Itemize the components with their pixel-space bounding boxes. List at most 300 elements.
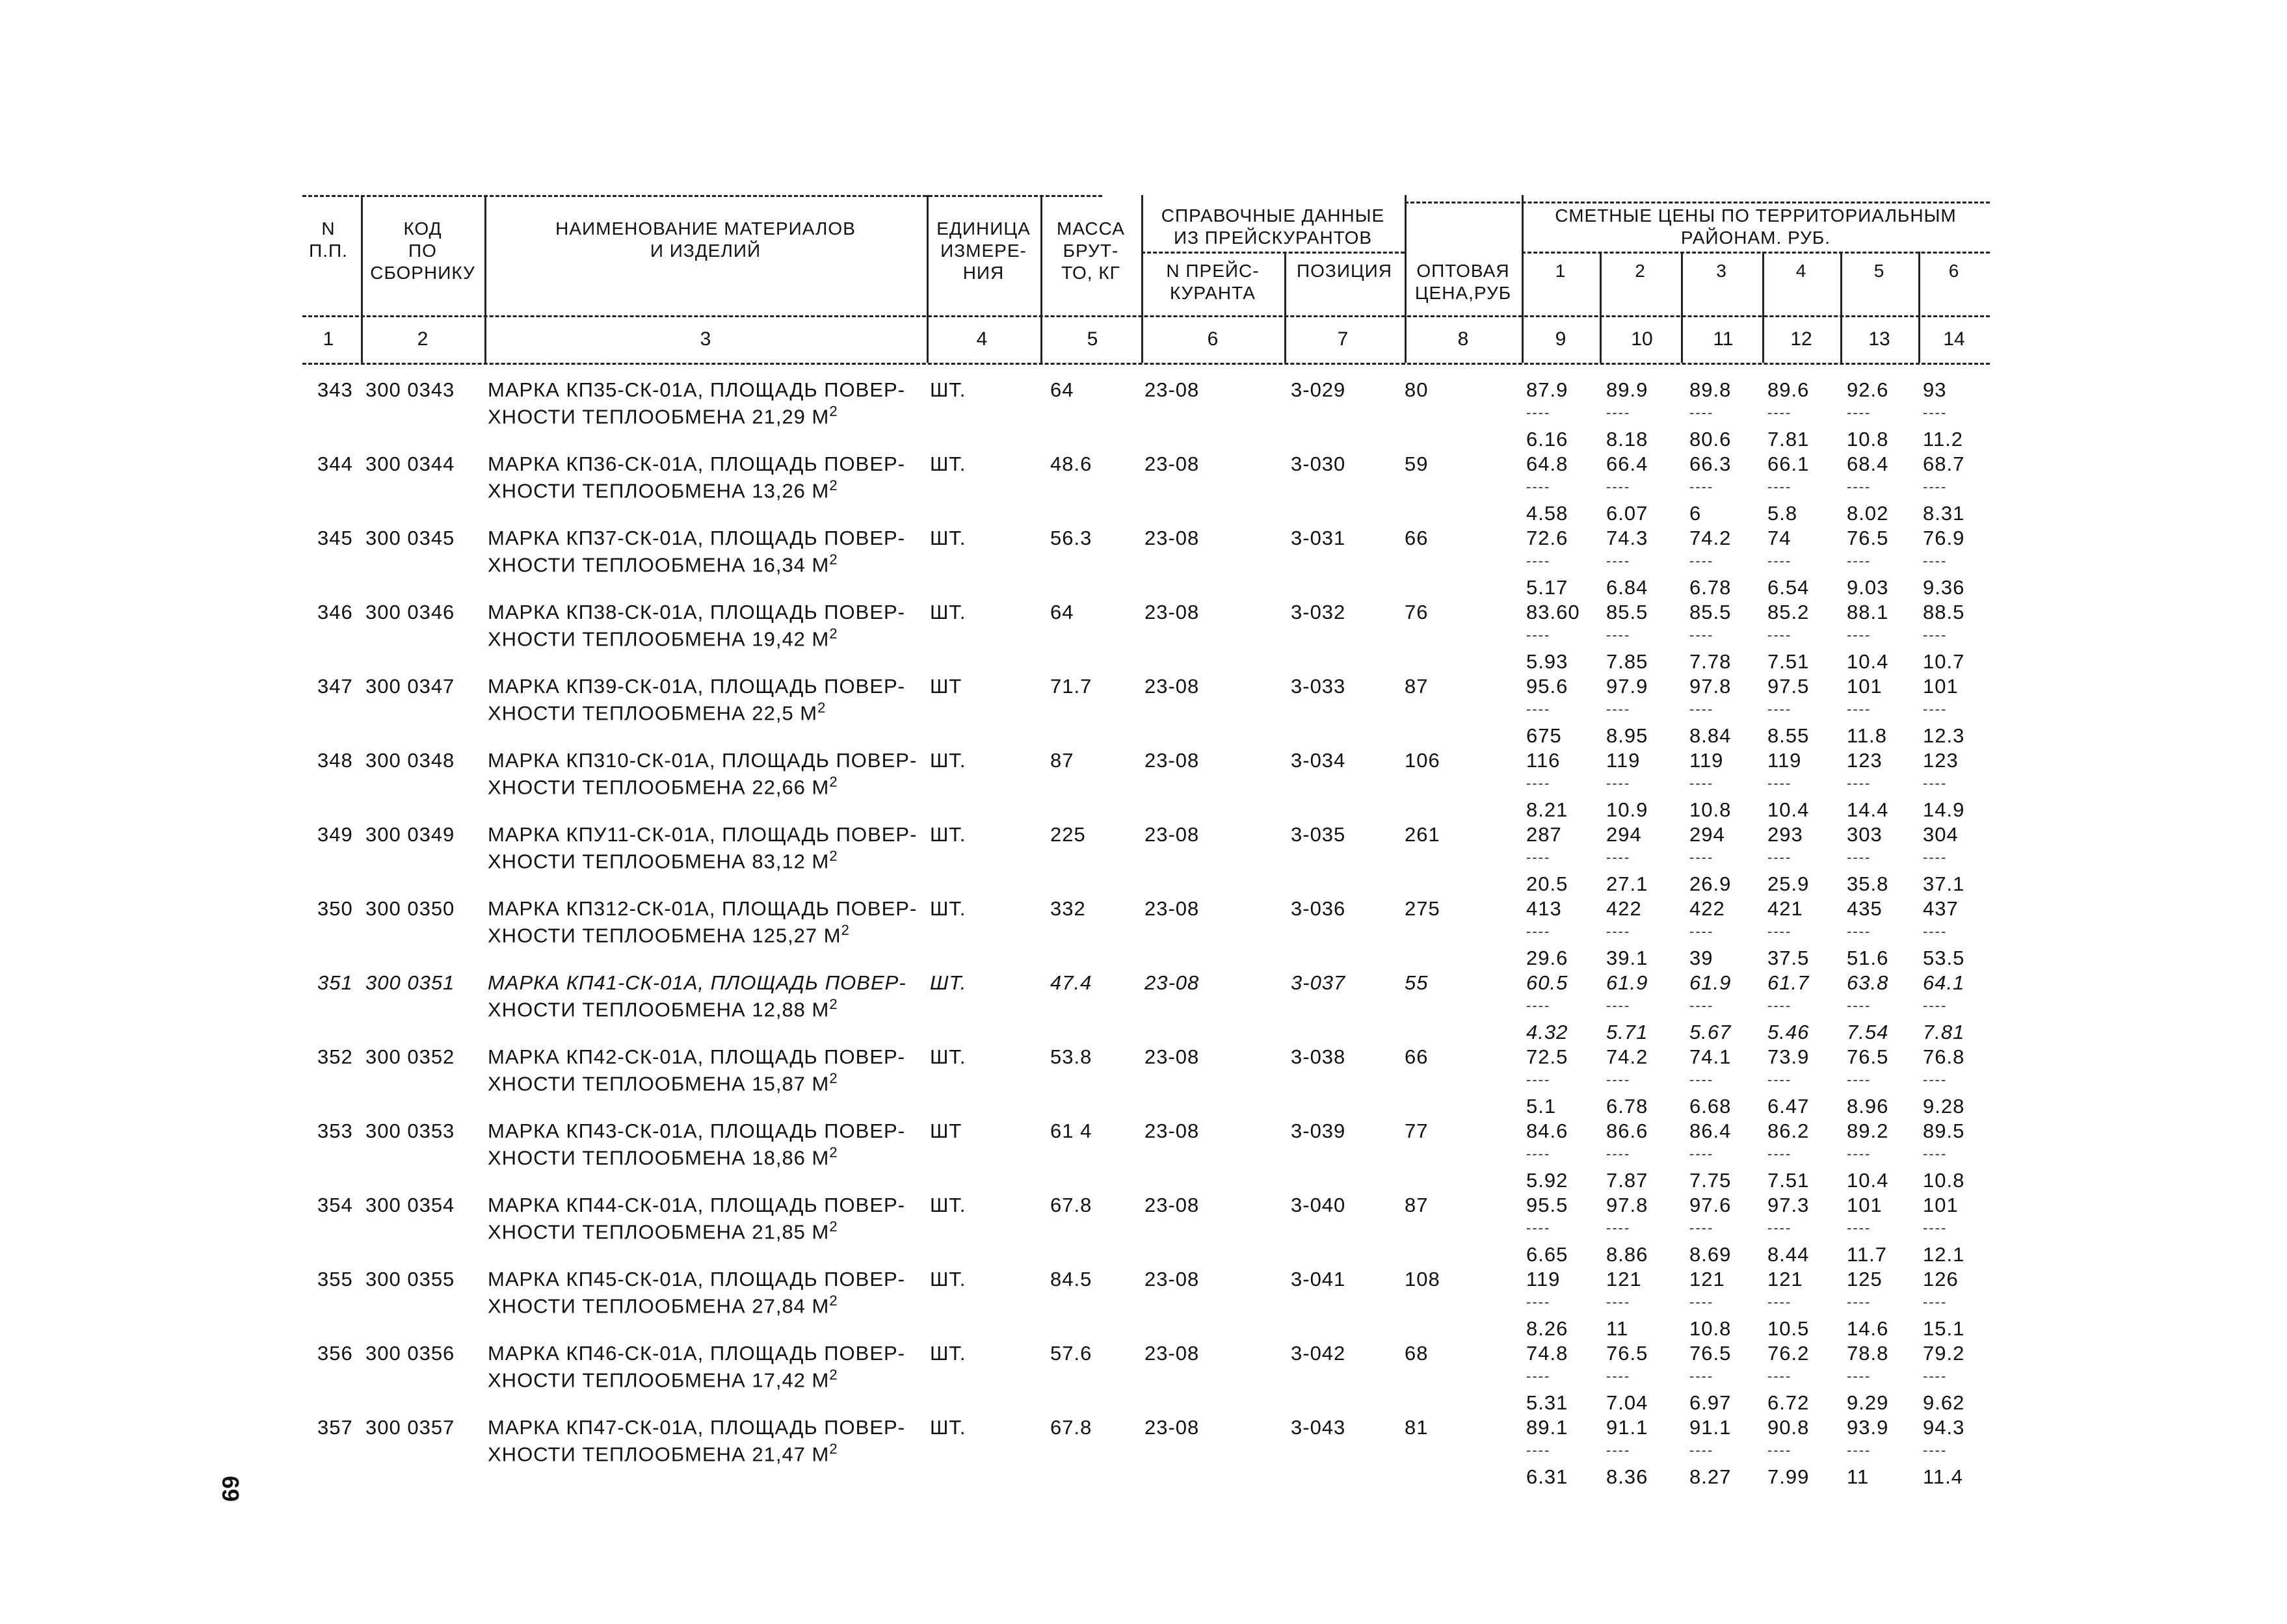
price-region-4: 421 <box>1767 897 1803 920</box>
price-region-5: 101 <box>1847 675 1883 698</box>
price-region-3: 422 <box>1689 897 1725 920</box>
column-number: 3 <box>700 328 711 350</box>
wholesale-price: 77 <box>1405 1120 1429 1142</box>
unit: ШТ. <box>930 971 967 994</box>
transport-cost-region-5: 51.6 <box>1847 947 1889 969</box>
price-region-3: 294 <box>1689 823 1725 846</box>
price-region-2: 97.8 <box>1606 1194 1648 1216</box>
price-region-2: 61.9 <box>1606 971 1648 994</box>
column-number: 8 <box>1457 328 1469 350</box>
fraction-dash: ---- <box>1923 627 1948 643</box>
price-region-5: 435 <box>1847 897 1883 920</box>
item-name-line1: МАРКА КП39-СК-01А, ПЛОЩАДЬ ПОВЕР- <box>488 675 906 698</box>
fraction-dash: ---- <box>1923 1071 1948 1088</box>
transport-cost-region-4: 10.4 <box>1767 798 1810 821</box>
transport-cost-region-6: 8.31 <box>1923 502 1965 525</box>
transport-cost-region-2: 6.84 <box>1606 576 1648 599</box>
transport-cost-region-5: 10.4 <box>1847 650 1889 673</box>
transport-cost-region-3: 8.27 <box>1689 1465 1732 1488</box>
colnum-bottom-rule <box>302 363 1990 365</box>
transport-cost-region-1: 8.26 <box>1526 1317 1568 1340</box>
wholesale-price: 81 <box>1405 1416 1429 1439</box>
price-region-3: 76.5 <box>1689 1342 1732 1365</box>
price-region-3: 74.1 <box>1689 1045 1732 1068</box>
transport-cost-region-3: 8.84 <box>1689 724 1732 747</box>
price-list-number: 23-08 <box>1144 452 1200 475</box>
fraction-dash: ---- <box>1689 701 1714 717</box>
fraction-dash: ---- <box>1767 1294 1792 1310</box>
price-region-1: 287 <box>1526 823 1562 846</box>
price-list-number: 23-08 <box>1144 971 1200 994</box>
item-name-line2: ХНОСТИ ТЕПЛООБМЕНА 22,66 $М^2$ <box>488 774 838 799</box>
column-number: 14 <box>1943 328 1965 350</box>
fraction-dash: ---- <box>1923 775 1948 791</box>
transport-cost-region-5: 7.54 <box>1847 1021 1889 1043</box>
fraction-dash: ---- <box>1767 478 1792 495</box>
column-number: 13 <box>1868 328 1890 350</box>
transport-cost-region-5: 10.4 <box>1847 1169 1889 1192</box>
superscript: 2 <box>829 996 838 1012</box>
fraction-dash: ---- <box>1526 553 1551 569</box>
fraction-dash: ---- <box>1606 478 1631 495</box>
price-list-position: 3-042 <box>1291 1342 1346 1365</box>
mass: 47.4 <box>1050 971 1092 994</box>
superscript: 2 <box>829 551 838 568</box>
price-region-1: 72.5 <box>1526 1045 1568 1068</box>
price-region-2: 89.9 <box>1606 378 1648 401</box>
unit: ШТ. <box>930 1194 966 1216</box>
row-number: 346 <box>317 601 353 623</box>
table-row <box>0 675 2287 750</box>
transport-cost-region-1: 29.6 <box>1526 947 1568 969</box>
mass: 87 <box>1050 749 1074 772</box>
transport-cost-region-3: 7.75 <box>1689 1169 1732 1192</box>
transport-cost-region-3: 26.9 <box>1689 872 1732 895</box>
row-code: 300 0345 <box>365 527 455 549</box>
transport-cost-region-1: 8.21 <box>1526 798 1568 821</box>
row-number: 348 <box>317 749 353 772</box>
price-region-1: 84.6 <box>1526 1120 1568 1142</box>
item-name-line2: ХНОСТИ ТЕПЛООБМЕНА 15,87 $М^2$ <box>488 1070 838 1095</box>
fraction-dash: ---- <box>1847 553 1871 569</box>
price-region-2: 76.5 <box>1606 1342 1648 1365</box>
price-region-6: 76.9 <box>1923 527 1965 549</box>
transport-cost-region-4: 6.47 <box>1767 1095 1810 1118</box>
row-number: 357 <box>317 1416 353 1439</box>
price-region-2: 66.4 <box>1606 452 1648 475</box>
unit: ШТ <box>930 675 962 698</box>
transport-cost-region-6: 53.5 <box>1923 947 1965 969</box>
transport-cost-region-2: 8.18 <box>1606 428 1648 451</box>
mass: 67.8 <box>1050 1194 1092 1216</box>
header-row-number: N П.П. <box>309 218 348 261</box>
transport-cost-region-2: 39.1 <box>1606 947 1648 969</box>
fraction-dash: ---- <box>1689 1294 1714 1310</box>
fraction-dash: ---- <box>1767 1220 1792 1236</box>
price-region-6: 79.2 <box>1923 1342 1965 1365</box>
fraction-dash: ---- <box>1847 775 1871 791</box>
price-region-2: 422 <box>1606 897 1642 920</box>
price-region-1: 413 <box>1526 897 1562 920</box>
transport-cost-region-4: 8.55 <box>1767 724 1810 747</box>
price-region-4: 121 <box>1767 1268 1803 1290</box>
superscript: 2 <box>841 922 850 938</box>
column-number: 2 <box>417 328 429 350</box>
price-region-3: 61.9 <box>1689 971 1732 994</box>
price-region-1: 95.6 <box>1526 675 1568 698</box>
row-code: 300 0354 <box>365 1194 455 1216</box>
row-code: 300 0350 <box>365 897 455 920</box>
mass: 67.8 <box>1050 1416 1092 1439</box>
transport-cost-region-6: 12.3 <box>1923 724 1965 747</box>
fraction-dash: ---- <box>1847 627 1871 643</box>
price-region-5: 88.1 <box>1847 601 1889 623</box>
fraction-dash: ---- <box>1767 849 1792 865</box>
fraction-dash: ---- <box>1606 923 1631 939</box>
transport-cost-region-6: 9.62 <box>1923 1391 1965 1414</box>
item-name-line1: МАРКА КП43-СК-01А, ПЛОЩАДЬ ПОВЕР- <box>488 1120 906 1142</box>
wholesale-price: 68 <box>1405 1342 1429 1365</box>
column-number: 11 <box>1713 328 1734 350</box>
transport-cost-region-6: 14.9 <box>1923 798 1965 821</box>
transport-cost-region-3: 6.68 <box>1689 1095 1732 1118</box>
fraction-dash: ---- <box>1526 701 1551 717</box>
fraction-dash: ---- <box>1767 775 1792 791</box>
price-region-6: 126 <box>1923 1268 1959 1290</box>
transport-cost-region-2: 8.36 <box>1606 1465 1648 1488</box>
fraction-dash: ---- <box>1767 997 1792 1014</box>
transport-cost-region-6: 11.2 <box>1923 428 1964 451</box>
mass: 64 <box>1050 378 1074 401</box>
transport-cost-region-6: 9.28 <box>1923 1095 1965 1118</box>
mass: 57.6 <box>1050 1342 1092 1365</box>
fraction-dash: ---- <box>1606 553 1631 569</box>
transport-cost-region-4: 7.51 <box>1767 1169 1810 1192</box>
row-code: 300 0347 <box>365 675 455 698</box>
header-bottom-rule <box>302 315 1990 317</box>
fraction-dash: ---- <box>1847 1146 1871 1162</box>
price-list-number: 23-08 <box>1144 601 1200 623</box>
unit: ШТ. <box>930 601 966 623</box>
fraction-dash: ---- <box>1526 997 1551 1014</box>
row-code: 300 0356 <box>365 1342 455 1365</box>
fraction-dash: ---- <box>1847 1442 1871 1458</box>
fraction-dash: ---- <box>1526 1071 1551 1088</box>
superscript: 2 <box>829 477 838 493</box>
row-number: 349 <box>317 823 353 846</box>
price-region-2: 294 <box>1606 823 1642 846</box>
price-list-number: 23-08 <box>1144 1045 1200 1068</box>
item-name-line2: ХНОСТИ ТЕПЛООБМЕНА 19,42 $М^2$ <box>488 625 838 651</box>
transport-cost-region-3: 6.97 <box>1689 1391 1732 1414</box>
transport-cost-region-1: 5.93 <box>1526 650 1568 673</box>
price-region-2: 119 <box>1606 749 1641 772</box>
fraction-dash: ---- <box>1526 1220 1551 1236</box>
mass: 61 4 <box>1050 1120 1092 1142</box>
wholesale-price: 261 <box>1405 823 1440 846</box>
table-row <box>0 527 2287 601</box>
price-list-position: 3-032 <box>1291 601 1346 623</box>
item-name-line1: МАРКА КП312-СК-01А, ПЛОЩАДЬ ПОВЕР- <box>488 897 918 920</box>
fraction-dash: ---- <box>1606 404 1631 421</box>
wholesale-price: 66 <box>1405 1045 1429 1068</box>
item-name-line2: ХНОСТИ ТЕПЛООБМЕНА 13,26 $М^2$ <box>488 477 838 503</box>
table-row <box>0 378 2287 453</box>
item-name-line1: МАРКА КП38-СК-01А, ПЛОЩАДЬ ПОВЕР- <box>488 601 906 623</box>
transport-cost-region-2: 6.07 <box>1606 502 1648 525</box>
transport-cost-region-1: 5.17 <box>1526 576 1568 599</box>
transport-cost-region-4: 7.51 <box>1767 650 1810 673</box>
price-region-2: 86.6 <box>1606 1120 1648 1142</box>
fraction-dash: ---- <box>1689 1368 1714 1384</box>
transport-cost-region-2: 7.04 <box>1606 1391 1648 1414</box>
transport-cost-region-4: 5.46 <box>1767 1021 1810 1043</box>
price-region-6: 123 <box>1923 749 1959 772</box>
header-reference-group: СПРАВОЧНЫЕ ДАННЫЕ ИЗ ПРЕЙСКУРАНТОВ <box>1161 205 1385 248</box>
superscript: 2 <box>829 1292 838 1309</box>
wholesale-price: 55 <box>1405 971 1429 994</box>
price-region-3: 89.8 <box>1689 378 1732 401</box>
price-region-5: 101 <box>1847 1194 1883 1216</box>
unit: ШТ. <box>930 1416 966 1439</box>
transport-cost-region-2: 7.87 <box>1606 1169 1648 1192</box>
unit: ШТ. <box>930 897 966 920</box>
item-name-line2: ХНОСТИ ТЕПЛООБМЕНА 21,47 $М^2$ <box>488 1441 838 1466</box>
price-region-5: 76.5 <box>1847 1045 1889 1068</box>
item-name-line2: ХНОСТИ ТЕПЛООБМЕНА 125,27 $М^2$ <box>488 922 850 947</box>
table-row <box>0 1120 2287 1194</box>
price-region-4: 61.7 <box>1767 971 1810 994</box>
column-number: 5 <box>1087 328 1098 350</box>
row-number: 351 <box>317 971 353 994</box>
fraction-dash: ---- <box>1923 1220 1948 1236</box>
row-code: 300 0343 <box>365 378 455 401</box>
table-row <box>0 1268 2287 1342</box>
price-list-number: 23-08 <box>1144 823 1200 846</box>
fraction-dash: ---- <box>1923 1294 1948 1310</box>
superscript: 2 <box>829 1144 838 1160</box>
header-region-5: 5 <box>1873 261 1885 281</box>
fraction-dash: ---- <box>1767 701 1792 717</box>
table-row <box>0 1045 2287 1120</box>
fraction-dash: ---- <box>1847 1294 1871 1310</box>
header-price-list: N ПРЕЙС- КУРАНТА <box>1166 261 1260 303</box>
fraction-dash: ---- <box>1847 923 1871 939</box>
price-list-position: 3-038 <box>1291 1045 1346 1068</box>
price-region-5: 78.8 <box>1847 1342 1889 1365</box>
price-list-position: 3-035 <box>1291 823 1346 846</box>
superscript: 2 <box>829 403 838 419</box>
mass: 71.7 <box>1050 675 1092 698</box>
item-name-line1: МАРКА КП45-СК-01А, ПЛОЩАДЬ ПОВЕР- <box>488 1268 906 1290</box>
fraction-dash: ---- <box>1847 849 1871 865</box>
price-region-4: 90.8 <box>1767 1416 1810 1439</box>
fraction-dash: ---- <box>1689 1146 1714 1162</box>
item-name-line1: МАРКА КПУ11-СК-01А, ПЛОЩАДЬ ПОВЕР- <box>488 823 918 846</box>
column-number: 9 <box>1555 328 1567 350</box>
superscript: 2 <box>829 1218 838 1235</box>
transport-cost-region-6: 9.36 <box>1923 576 1965 599</box>
unit: ШТ. <box>930 1342 966 1365</box>
fraction-dash: ---- <box>1923 701 1948 717</box>
price-region-6: 437 <box>1923 897 1959 920</box>
table-row <box>0 971 2287 1046</box>
unit: ШТ. <box>930 378 966 401</box>
transport-cost-region-5: 9.29 <box>1847 1391 1889 1414</box>
price-region-4: 76.2 <box>1767 1342 1810 1365</box>
price-list-number: 23-08 <box>1144 1194 1200 1216</box>
transport-cost-region-5: 35.8 <box>1847 872 1889 895</box>
header-region-3: 3 <box>1716 261 1727 281</box>
price-region-6: 101 <box>1923 1194 1959 1216</box>
row-code: 300 0357 <box>365 1416 455 1439</box>
fraction-dash: ---- <box>1923 478 1948 495</box>
wholesale-price: 108 <box>1405 1268 1440 1290</box>
price-region-2: 74.2 <box>1606 1045 1648 1068</box>
price-list-position: 3-029 <box>1291 378 1346 401</box>
header-position: ПОЗИЦИЯ <box>1297 261 1392 281</box>
transport-cost-region-5: 8.96 <box>1847 1095 1889 1118</box>
price-region-6: 94.3 <box>1923 1416 1965 1439</box>
item-name-line2: ХНОСТИ ТЕПЛООБМЕНА 12,88 $М^2$ <box>488 996 838 1021</box>
fraction-dash: ---- <box>1923 1368 1948 1384</box>
price-region-3: 74.2 <box>1689 527 1732 549</box>
fraction-dash: ---- <box>1606 1294 1631 1310</box>
fraction-dash: ---- <box>1847 404 1871 421</box>
fraction-dash: ---- <box>1606 849 1631 865</box>
fraction-dash: ---- <box>1923 849 1948 865</box>
price-region-1: 89.1 <box>1526 1416 1568 1439</box>
row-number: 350 <box>317 897 353 920</box>
price-list-number: 23-08 <box>1144 527 1200 549</box>
transport-cost-region-6: 15.1 <box>1923 1317 1965 1340</box>
item-name-line2: ХНОСТИ ТЕПЛООБМЕНА 27,84 $М^2$ <box>488 1292 838 1318</box>
fraction-dash: ---- <box>1923 997 1948 1014</box>
transport-cost-region-4: 6.72 <box>1767 1391 1810 1414</box>
superscript: 2 <box>829 1441 838 1457</box>
price-list-number: 23-08 <box>1144 1120 1200 1142</box>
price-list-number: 23-08 <box>1144 1416 1200 1439</box>
row-code: 300 0355 <box>365 1268 455 1290</box>
transport-cost-region-6: 7.81 <box>1923 1021 1965 1043</box>
fraction-dash: ---- <box>1689 1442 1714 1458</box>
price-region-1: 83.60 <box>1526 601 1580 623</box>
price-region-2: 121 <box>1606 1268 1642 1290</box>
price-region-2: 91.1 <box>1606 1416 1648 1439</box>
header-region-6: 6 <box>1948 261 1960 281</box>
row-number: 345 <box>317 527 353 549</box>
price-region-1: 87.9 <box>1526 378 1568 401</box>
price-region-6: 64.1 <box>1923 971 1965 994</box>
ref-group-rule <box>1141 252 1405 254</box>
table-row <box>0 452 2287 527</box>
price-list-position: 3-034 <box>1291 749 1346 772</box>
row-code: 300 0349 <box>365 823 455 846</box>
price-region-6: 88.5 <box>1923 601 1965 623</box>
price-region-2: 97.9 <box>1606 675 1648 698</box>
table-row <box>0 823 2287 898</box>
mass: 53.8 <box>1050 1045 1092 1068</box>
fraction-dash: ---- <box>1526 775 1551 791</box>
price-region-2: 74.3 <box>1606 527 1648 549</box>
fraction-dash: ---- <box>1526 478 1551 495</box>
price-region-3: 119 <box>1689 749 1724 772</box>
price-region-1: 60.5 <box>1526 971 1568 994</box>
fraction-dash: ---- <box>1526 1368 1551 1384</box>
column-number: 1 <box>323 328 334 350</box>
price-region-1: 64.8 <box>1526 452 1568 475</box>
fraction-dash: ---- <box>1923 1146 1948 1162</box>
transport-cost-region-2: 10.9 <box>1606 798 1648 821</box>
price-list-number: 23-08 <box>1144 675 1200 698</box>
mass: 225 <box>1050 823 1086 846</box>
table-row <box>0 1416 2287 1491</box>
mass: 84.5 <box>1050 1268 1092 1290</box>
fraction-dash: ---- <box>1526 627 1551 643</box>
row-number: 356 <box>317 1342 353 1365</box>
price-region-4: 66.1 <box>1767 452 1810 475</box>
price-region-5: 89.2 <box>1847 1120 1889 1142</box>
fraction-dash: ---- <box>1526 404 1551 421</box>
transport-cost-region-3: 6.78 <box>1689 576 1732 599</box>
row-code: 300 0348 <box>365 749 455 772</box>
header-code: КОД ПО СБОРНИКУ <box>370 218 475 283</box>
price-region-1: 74.8 <box>1526 1342 1568 1365</box>
row-number: 355 <box>317 1268 353 1290</box>
transport-cost-region-3: 10.8 <box>1689 1317 1732 1340</box>
transport-cost-region-1: 5.31 <box>1526 1391 1568 1414</box>
wholesale-price: 66 <box>1405 527 1429 549</box>
header-region-1: 1 <box>1555 261 1567 281</box>
price-list-position: 3-040 <box>1291 1194 1346 1216</box>
wholesale-price: 59 <box>1405 452 1429 475</box>
fraction-dash: ---- <box>1923 1442 1948 1458</box>
table-row <box>0 1342 2287 1417</box>
fraction-dash: ---- <box>1923 923 1948 939</box>
transport-cost-region-2: 5.71 <box>1606 1021 1648 1043</box>
transport-cost-region-4: 7.81 <box>1767 428 1810 451</box>
transport-cost-region-4: 8.44 <box>1767 1243 1810 1266</box>
unit: ШТ. <box>930 749 966 772</box>
transport-cost-region-1: 675 <box>1526 724 1562 747</box>
fraction-dash: ---- <box>1767 1071 1792 1088</box>
price-list-number: 23-08 <box>1144 1268 1200 1290</box>
wholesale-price: 275 <box>1405 897 1440 920</box>
column-number: 10 <box>1631 328 1653 350</box>
fraction-dash: ---- <box>1767 923 1792 939</box>
row-code: 300 0353 <box>365 1120 455 1142</box>
header-name: НАИМЕНОВАНИЕ МАТЕРИАЛОВ И ИЗДЕЛИЙ <box>555 218 856 261</box>
table-row <box>0 897 2287 972</box>
transport-cost-region-2: 11 <box>1606 1317 1629 1340</box>
price-region-1: 95.5 <box>1526 1194 1568 1216</box>
fraction-dash: ---- <box>1689 404 1714 421</box>
transport-cost-region-1: 5.1 <box>1526 1095 1557 1118</box>
item-name-line2: ХНОСТИ ТЕПЛООБМЕНА 17,42 $М^2$ <box>488 1367 838 1392</box>
transport-cost-region-3: 5.67 <box>1689 1021 1732 1043</box>
table-row <box>0 601 2287 675</box>
transport-cost-region-5: 11.7 <box>1847 1243 1888 1266</box>
unit: ШТ. <box>930 452 966 475</box>
transport-cost-region-4: 6.54 <box>1767 576 1810 599</box>
row-number: 352 <box>317 1045 353 1068</box>
transport-cost-region-4: 7.99 <box>1767 1465 1810 1488</box>
price-region-6: 304 <box>1923 823 1959 846</box>
fraction-dash: ---- <box>1689 553 1714 569</box>
fraction-dash: ---- <box>1847 1071 1871 1088</box>
transport-cost-region-5: 9.03 <box>1847 576 1889 599</box>
item-name-line2: ХНОСТИ ТЕПЛООБМЕНА 21,85 $М^2$ <box>488 1218 838 1244</box>
